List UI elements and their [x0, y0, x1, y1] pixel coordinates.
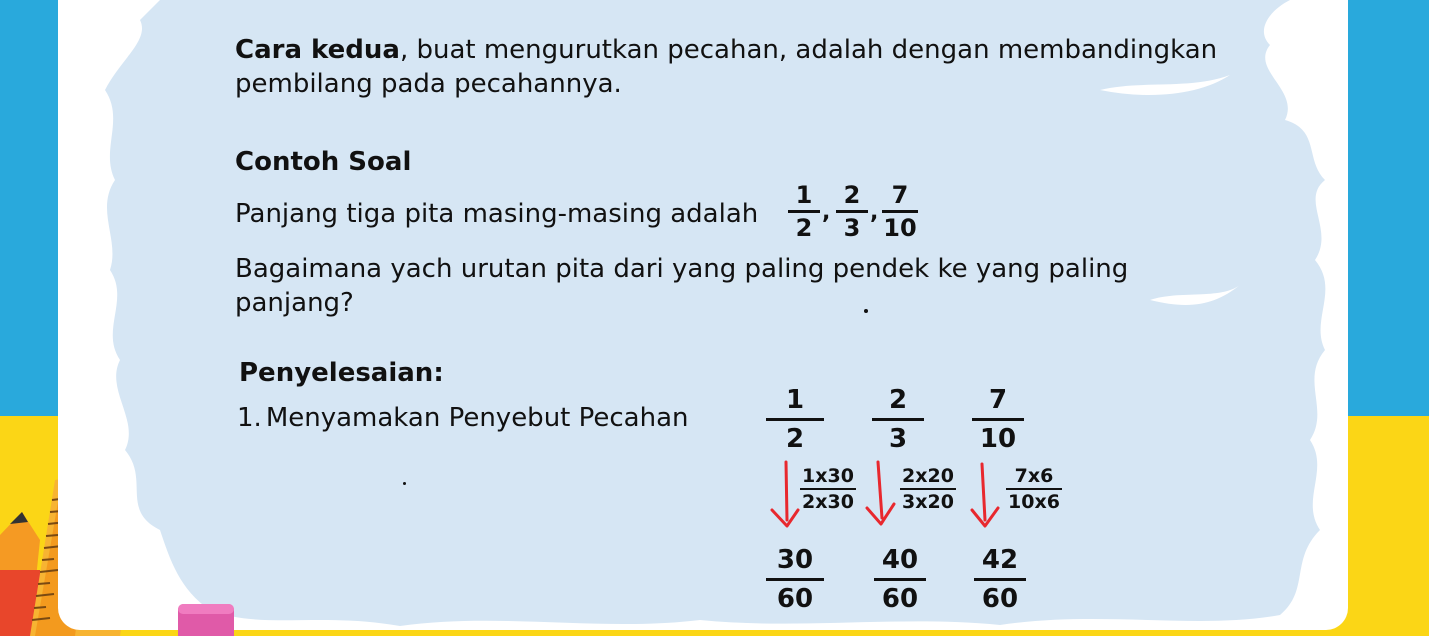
- original-fraction-3: [972, 382, 1024, 457]
- fraction-denominator: 60: [981, 584, 1019, 614]
- example-question-line-3: panjang?: [235, 288, 354, 318]
- stray-dot: [403, 482, 406, 485]
- multiplier-fraction-2: [900, 464, 956, 514]
- intro-line-1: [235, 33, 1217, 67]
- fraction-denominator: 3x20: [902, 491, 954, 513]
- eraser-icon: [176, 602, 238, 636]
- multiplier-fraction-1: [800, 464, 856, 514]
- intro-line-1-rest: , buat mengurutkan pecahan, adalah dengan membandingkan: [399, 35, 1218, 65]
- example-question-line-2: Bagaimana yach urutan pita dari yang paling pendek ke yang paling: [235, 254, 1129, 284]
- fraction-denominator: 60: [881, 584, 919, 614]
- fraction-denominator: 2x30: [802, 491, 854, 513]
- fraction-numerator: 30: [776, 545, 814, 575]
- result-fraction-2: [874, 542, 926, 617]
- original-fraction-2: [872, 382, 924, 457]
- example-question-prefix: Panjang tiga pita masing-masing adalah: [235, 199, 759, 229]
- solution-heading: Penyelesaian:: [239, 358, 444, 388]
- fraction-denominator: 3: [888, 424, 908, 454]
- fraction-numerator: 1: [795, 181, 813, 209]
- fraction-denominator: 10: [979, 424, 1017, 454]
- fraction-numerator: 7x6: [1014, 465, 1054, 487]
- fraction-denominator: 60: [776, 584, 814, 614]
- fraction-numerator: 7: [988, 385, 1008, 415]
- fraction-numerator: 40: [881, 545, 919, 575]
- fraction-numerator: 1x30: [802, 465, 854, 487]
- fraction-denominator: 10x6: [1008, 491, 1060, 513]
- arrow-down-icon: [864, 460, 898, 532]
- original-fraction-1: [766, 382, 824, 457]
- result-fraction-3: [974, 542, 1026, 617]
- arrow-down-icon: [768, 460, 802, 532]
- fraction-numerator: 2x20: [902, 465, 954, 487]
- step-label: Menyamakan Penyebut Pecahan: [265, 403, 689, 433]
- intro-line-2: pembilang pada pecahannya.: [235, 69, 622, 99]
- example-heading: Contoh Soal: [235, 147, 412, 177]
- intro-bold: Cara kedua: [235, 35, 400, 65]
- stray-dot: [864, 309, 868, 313]
- fraction-numerator: 42: [981, 545, 1019, 575]
- solution-step-1: [237, 401, 689, 435]
- fraction-denominator: 10: [883, 214, 917, 242]
- arrow-down-icon: [968, 460, 1002, 532]
- step-number: 1.: [237, 403, 262, 433]
- fraction-denominator: 3: [843, 214, 861, 242]
- fraction-numerator: 2: [843, 181, 861, 209]
- example-fraction-2: [836, 180, 868, 243]
- fraction-denominator: 2: [785, 424, 805, 454]
- multiplier-fraction-3: [1006, 464, 1062, 514]
- fraction-separator: ,: [870, 200, 879, 225]
- fraction-separator: ,: [822, 200, 831, 225]
- fraction-numerator: 1: [785, 385, 805, 415]
- example-fraction-1: [788, 180, 820, 243]
- fraction-denominator: 2: [795, 214, 813, 242]
- example-fraction-3: [882, 180, 918, 243]
- result-fraction-1: [766, 542, 824, 617]
- fraction-numerator: 2: [888, 385, 908, 415]
- fraction-numerator: 7: [891, 181, 909, 209]
